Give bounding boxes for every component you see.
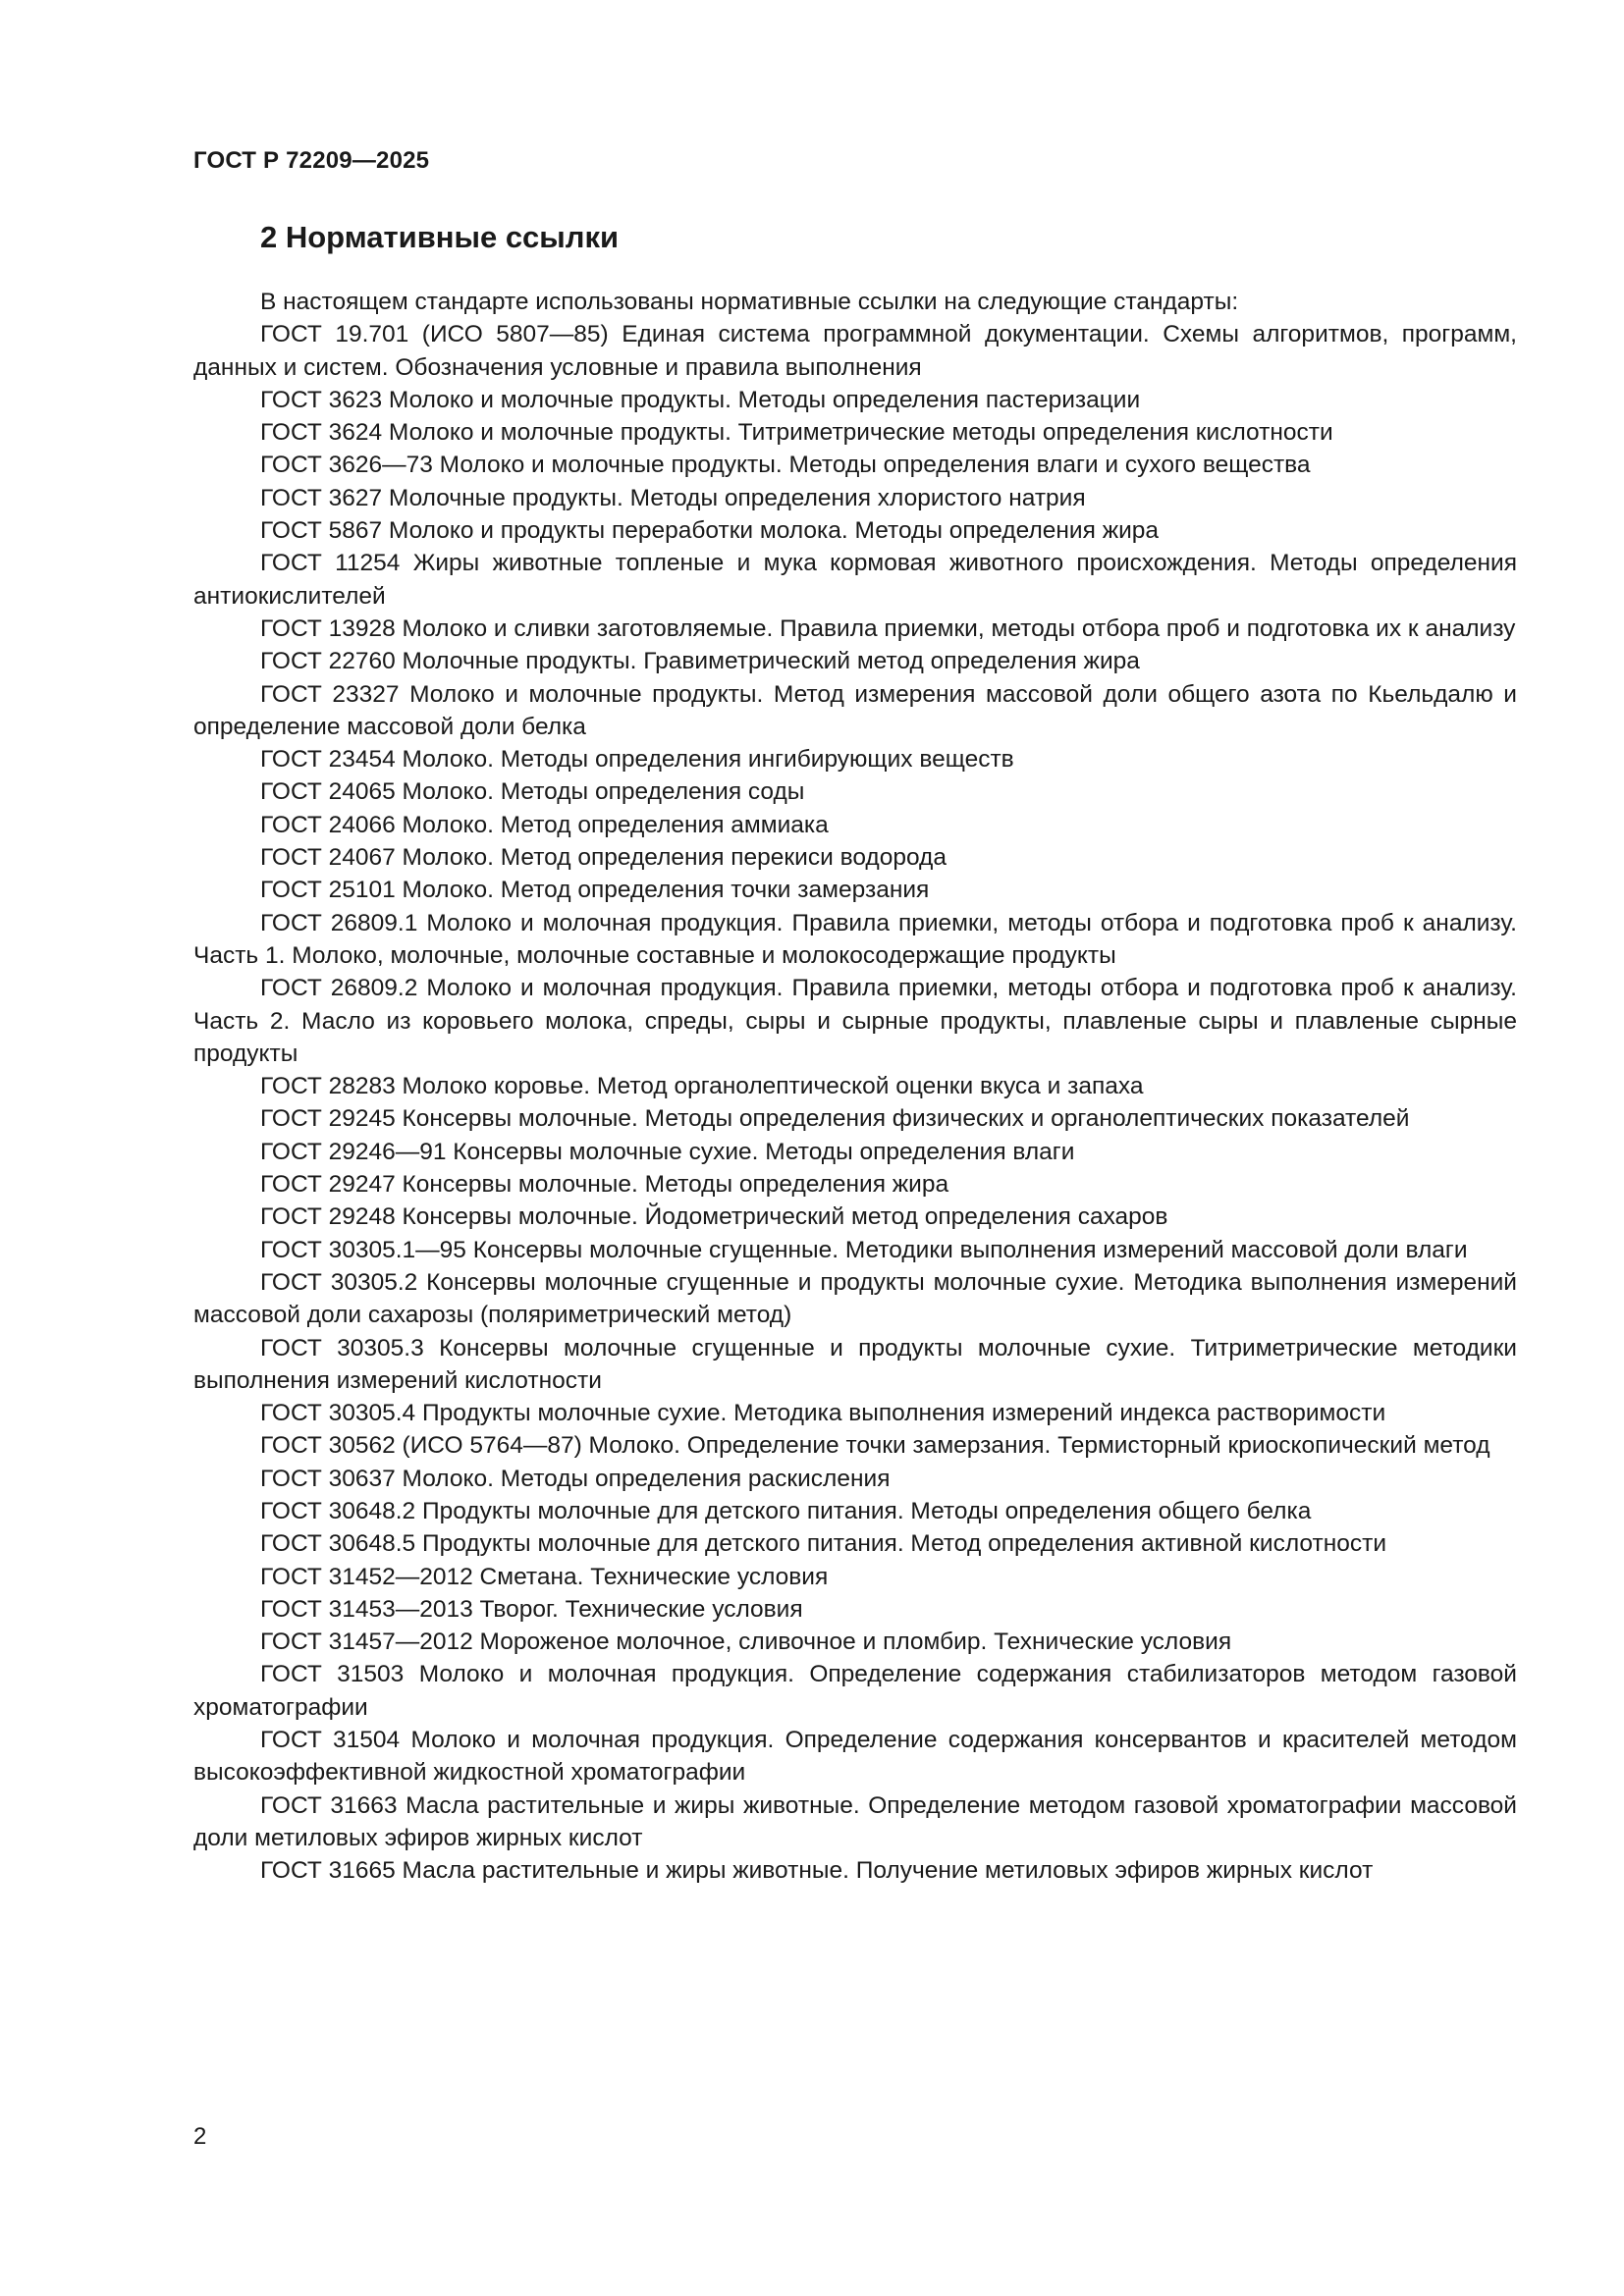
reference-item: ГОСТ 28283 Молоко коровье. Метод органолептической оценки вкуса и запаха bbox=[260, 1073, 1144, 1100]
reference-item: ГОСТ 31452—2012 Сметана. Технические условия bbox=[260, 1563, 829, 1590]
references-list bbox=[193, 286, 1517, 1888]
reference-item: ГОСТ 23454 Молоко. Методы определения ингибирующих веществ bbox=[260, 746, 1014, 774]
document-header: ГОСТ Р 72209—2025 bbox=[193, 147, 430, 174]
reference-item: ГОСТ 25101 Молоко. Метод определения точки замерзания bbox=[260, 877, 930, 904]
reference-item: ГОСТ 30562 (ИСО 5764—87) Молоко. Определение точки замерзания. Термисторный криоскопический метод bbox=[260, 1432, 1490, 1460]
reference-item: ГОСТ 31663 Масла растительные и жиры животные. Определение методом газовой хроматографии массовой доли метиловых эфиров жирных кислот bbox=[193, 1791, 1517, 1851]
reference-item: ГОСТ 30305.4 Продукты молочные сухие. Методика выполнения измерений индекса растворимости bbox=[260, 1400, 1386, 1427]
reference-item: ГОСТ 22760 Молочные продукты. Гравиметрический метод определения жира bbox=[260, 648, 1140, 675]
reference-item: ГОСТ 31504 Молоко и молочная продукция. Определение содержания консервантов и красителей методом высокоэффективной жидкостной хроматографии bbox=[193, 1727, 1517, 1787]
reference-item: ГОСТ 3626—73 Молоко и молочные продукты. Методы определения влаги и сухого вещества bbox=[260, 452, 1311, 479]
reference-item: ГОСТ 19.701 (ИСО 5807—85) Единая система программной документации. Схемы алгоритмов, программ, данных и систем. Обозначения условные и правила выполнения bbox=[193, 321, 1517, 381]
reference-item: ГОСТ 24066 Молоко. Метод определения аммиака bbox=[260, 811, 829, 838]
reference-item: ГОСТ 23327 Молоко и молочные продукты. Метод измерения массовой доли общего азота по Кьельдалю и определение массовой доли белка bbox=[193, 680, 1517, 740]
reference-item: ГОСТ 24067 Молоко. Метод определения перекиси водорода bbox=[260, 844, 947, 872]
page-number: 2 bbox=[193, 2123, 207, 2150]
reference-item: ГОСТ 31457—2012 Мороженое молочное, сливочное и пломбир. Технические условия bbox=[260, 1629, 1232, 1656]
reference-item: ГОСТ 30648.2 Продукты молочные для детского питания. Методы определения общего белка bbox=[260, 1497, 1312, 1524]
reference-item: ГОСТ 31665 Масла растительные и жиры животные. Получение метиловых эфиров жирных кислот bbox=[260, 1857, 1374, 1885]
reference-item: ГОСТ 31503 Молоко и молочная продукция. Определение содержания стабилизаторов методом газовой хроматографии bbox=[193, 1661, 1517, 1721]
reference-item: ГОСТ 29248 Консервы молочные. Йодометрический метод определения сахаров bbox=[260, 1203, 1168, 1231]
reference-item: ГОСТ 11254 Жиры животные топленые и мука кормовая животного происхождения. Методы определения антиокислителей bbox=[193, 550, 1517, 610]
reference-item: ГОСТ 29246—91 Консервы молочные сухие. Методы определения влаги bbox=[260, 1138, 1075, 1165]
reference-item: ГОСТ 13928 Молоко и сливки заготовляемые. Правила приемки, методы отбора проб и подготовка их к анализу bbox=[260, 614, 1516, 642]
reference-item: ГОСТ 31453—2013 Творог. Технические условия bbox=[260, 1595, 803, 1623]
reference-item: ГОСТ 26809.1 Молоко и молочная продукция. Правила приемки, методы отбора и подготовка проб к анализу. Часть 1. Молоко, молочные, молочные составные и молокосодержащие продукты bbox=[193, 909, 1517, 969]
reference-item: ГОСТ 3627 Молочные продукты. Методы определения хлористого натрия bbox=[260, 484, 1086, 511]
reference-item: ГОСТ 3623 Молоко и молочные продукты. Методы определения пастеризации bbox=[260, 386, 1141, 413]
reference-item: ГОСТ 26809.2 Молоко и молочная продукция. Правила приемки, методы отбора и подготовка проб к анализу. Часть 2. Масло из коровьего молока, спреды, сыры и сырные продукты, плавленые сыры и плавленые сырные продукты bbox=[193, 975, 1517, 1067]
section-title: 2 Нормативные ссылки bbox=[260, 220, 620, 254]
reference-item: ГОСТ 3624 Молоко и молочные продукты. Титриметрические методы определения кислотности bbox=[260, 419, 1333, 447]
reference-item: ГОСТ 30305.2 Консервы молочные сгущенные и продукты молочные сухие. Методика выполнения измерений массовой доли сахарозы (поляриметрический метод) bbox=[193, 1268, 1517, 1329]
reference-item: ГОСТ 5867 Молоко и продукты переработки молока. Методы определения жира bbox=[260, 517, 1160, 545]
reference-item: ГОСТ 29245 Консервы молочные. Методы определения физических и органолептических показателей bbox=[260, 1105, 1410, 1133]
reference-item: ГОСТ 30305.3 Консервы молочные сгущенные и продукты молочные сухие. Титриметрические методики выполнения измерений кислотности bbox=[193, 1334, 1517, 1394]
reference-item: ГОСТ 24065 Молоко. Методы определения соды bbox=[260, 778, 805, 806]
reference-item: ГОСТ 29247 Консервы молочные. Методы определения жира bbox=[260, 1171, 949, 1199]
intro-paragraph: В настоящем стандарте использованы нормативные ссылки на следующие стандарты: bbox=[260, 289, 1239, 315]
reference-item: ГОСТ 30648.5 Продукты молочные для детского питания. Метод определения активной кислотности bbox=[260, 1530, 1387, 1558]
reference-item: ГОСТ 30637 Молоко. Методы определения раскисления bbox=[260, 1465, 891, 1492]
reference-item: ГОСТ 30305.1—95 Консервы молочные сгущенные. Методики выполнения измерений массовой доли влаги bbox=[260, 1236, 1468, 1263]
